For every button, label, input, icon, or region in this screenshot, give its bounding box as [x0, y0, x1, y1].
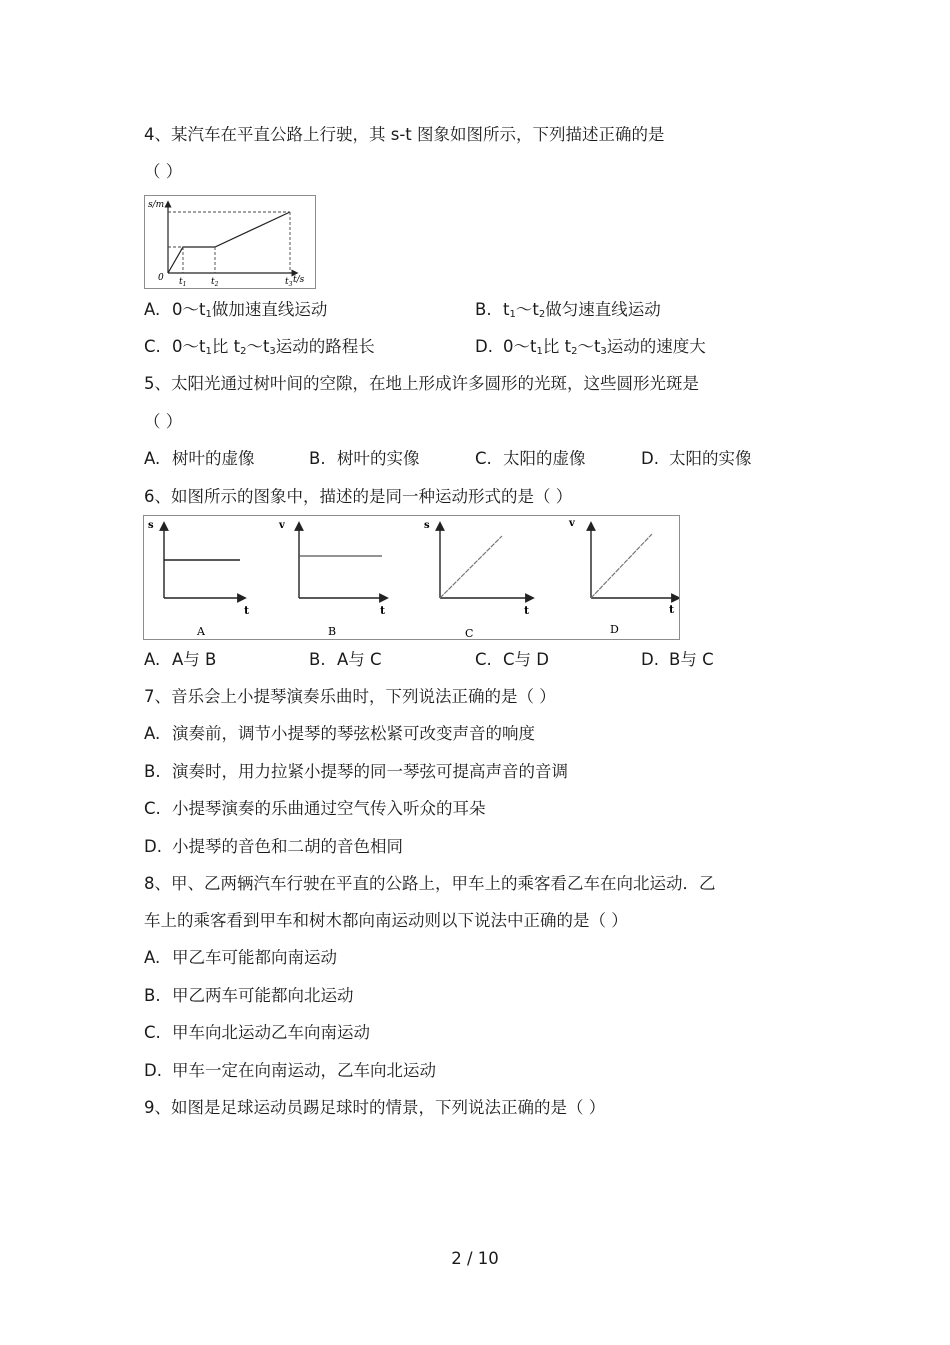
- q6-a-letter: A: [197, 625, 205, 638]
- q6-option-a: A. A与 B: [144, 650, 217, 669]
- q4-option-a: A. $0\sim t_1$做加速直线运动: [144, 300, 328, 320]
- q4-ylabel: s/m: [148, 200, 165, 210]
- q4-stem: 4、某汽车在平直公路上行驶，其 s-t 图象如图所示，下列描述正确的是: [144, 125, 665, 144]
- q4-t1-label: $t_1$: [179, 277, 187, 288]
- q4-t2-label: $t_2$: [211, 277, 219, 288]
- q6-d-letter: D: [610, 623, 619, 636]
- q7-stem: 7、音乐会上小提琴演奏乐曲时，下列说法正确的是（ ）: [144, 687, 556, 706]
- q6-c-ylabel: s: [424, 520, 430, 531]
- q7-option-c: C. 小提琴演奏的乐曲通过空气传入听众的耳朵: [144, 799, 486, 818]
- q5-option-c: C. 太阳的虚像: [475, 449, 586, 468]
- q6-graph-c: [424, 520, 530, 639]
- q4-motion-line: [168, 212, 290, 273]
- q8-option-d: D. 甲车一定在向南运动，乙车向北运动: [144, 1061, 436, 1080]
- q5-option-b: B. 树叶的实像: [309, 449, 420, 468]
- q5-paren: （ ）: [144, 412, 183, 431]
- q6-d-xlabel: t: [669, 603, 675, 616]
- q6-graph-d: [568, 518, 676, 636]
- q6-c-xlabel: t: [524, 604, 530, 617]
- q8-stem-line1: 8、甲、乙两辆汽车行驶在平直的公路上，甲车上的乘客看乙车在向北运动．乙: [144, 874, 716, 893]
- q6-graphs: [143, 515, 680, 640]
- q6-a-ylabel: s: [148, 520, 154, 531]
- q6-stem: 6、如图所示的图象中，描述的是同一种运动形式的是（ ）: [144, 487, 573, 506]
- q8-option-a: A. 甲乙车可能都向南运动: [144, 948, 337, 967]
- q4-st-graph: [144, 195, 316, 289]
- q6-a-xlabel: t: [244, 604, 250, 617]
- q6-option-d: D. B与 C: [641, 650, 714, 669]
- q7-option-b: B. 演奏时，用力拉紧小提琴的同一琴弦可提高声音的音调: [144, 762, 568, 781]
- q5-option-d: D. 太阳的实像: [641, 449, 752, 468]
- q4-t3-label: $t_3$: [285, 277, 293, 288]
- q5-option-a: A. 树叶的虚像: [144, 449, 255, 468]
- q8-stem-line2: 车上的乘客看到甲车和树木都向南运动则以下说法中正确的是（ ）: [144, 911, 628, 930]
- q6-b-xlabel: t: [380, 604, 386, 617]
- q5-stem: 5、太阳光通过树叶间的空隙，在地上形成许多圆形的光斑，这些圆形光斑是: [144, 374, 699, 393]
- q4-xlabel: t/s: [293, 275, 305, 285]
- page-number: 2 / 10: [451, 1249, 499, 1268]
- q8-option-b: B. 甲乙两车可能都向北运动: [144, 986, 354, 1005]
- q6-d-ylabel: v: [569, 518, 575, 529]
- q8-option-c: C. 甲车向北运动乙车向南运动: [144, 1023, 370, 1042]
- q4-paren: （ ）: [144, 162, 183, 181]
- q4-option-d: D. $0\sim t_1$比 $t_2\sim t_3$运动的速度大: [475, 337, 706, 357]
- q6-c-letter: C: [465, 627, 474, 639]
- q4-origin: 0: [158, 273, 164, 283]
- q4-option-c: C. $0\sim t_1$比 $t_2\sim t_3$运动的路程长: [144, 337, 375, 357]
- q6-b-letter: B: [328, 625, 337, 638]
- q4-option-b: B. $t_1\sim t_2$做匀速直线运动: [475, 300, 661, 320]
- q6-graph-a: [148, 520, 250, 638]
- q6-option-b: B. A与 C: [309, 650, 382, 669]
- q6-b-ylabel: v: [279, 520, 285, 531]
- q7-option-d: D. 小提琴的音色和二胡的音色相同: [144, 837, 403, 856]
- q9-stem: 9、如图是足球运动员踢足球时的情景，下列说法正确的是（ ）: [144, 1098, 606, 1117]
- q6-option-c: C. C与 D: [475, 650, 549, 669]
- q7-option-a: A. 演奏前，调节小提琴的琴弦松紧可改变声音的响度: [144, 724, 535, 743]
- q6-graph-b: [278, 520, 386, 638]
